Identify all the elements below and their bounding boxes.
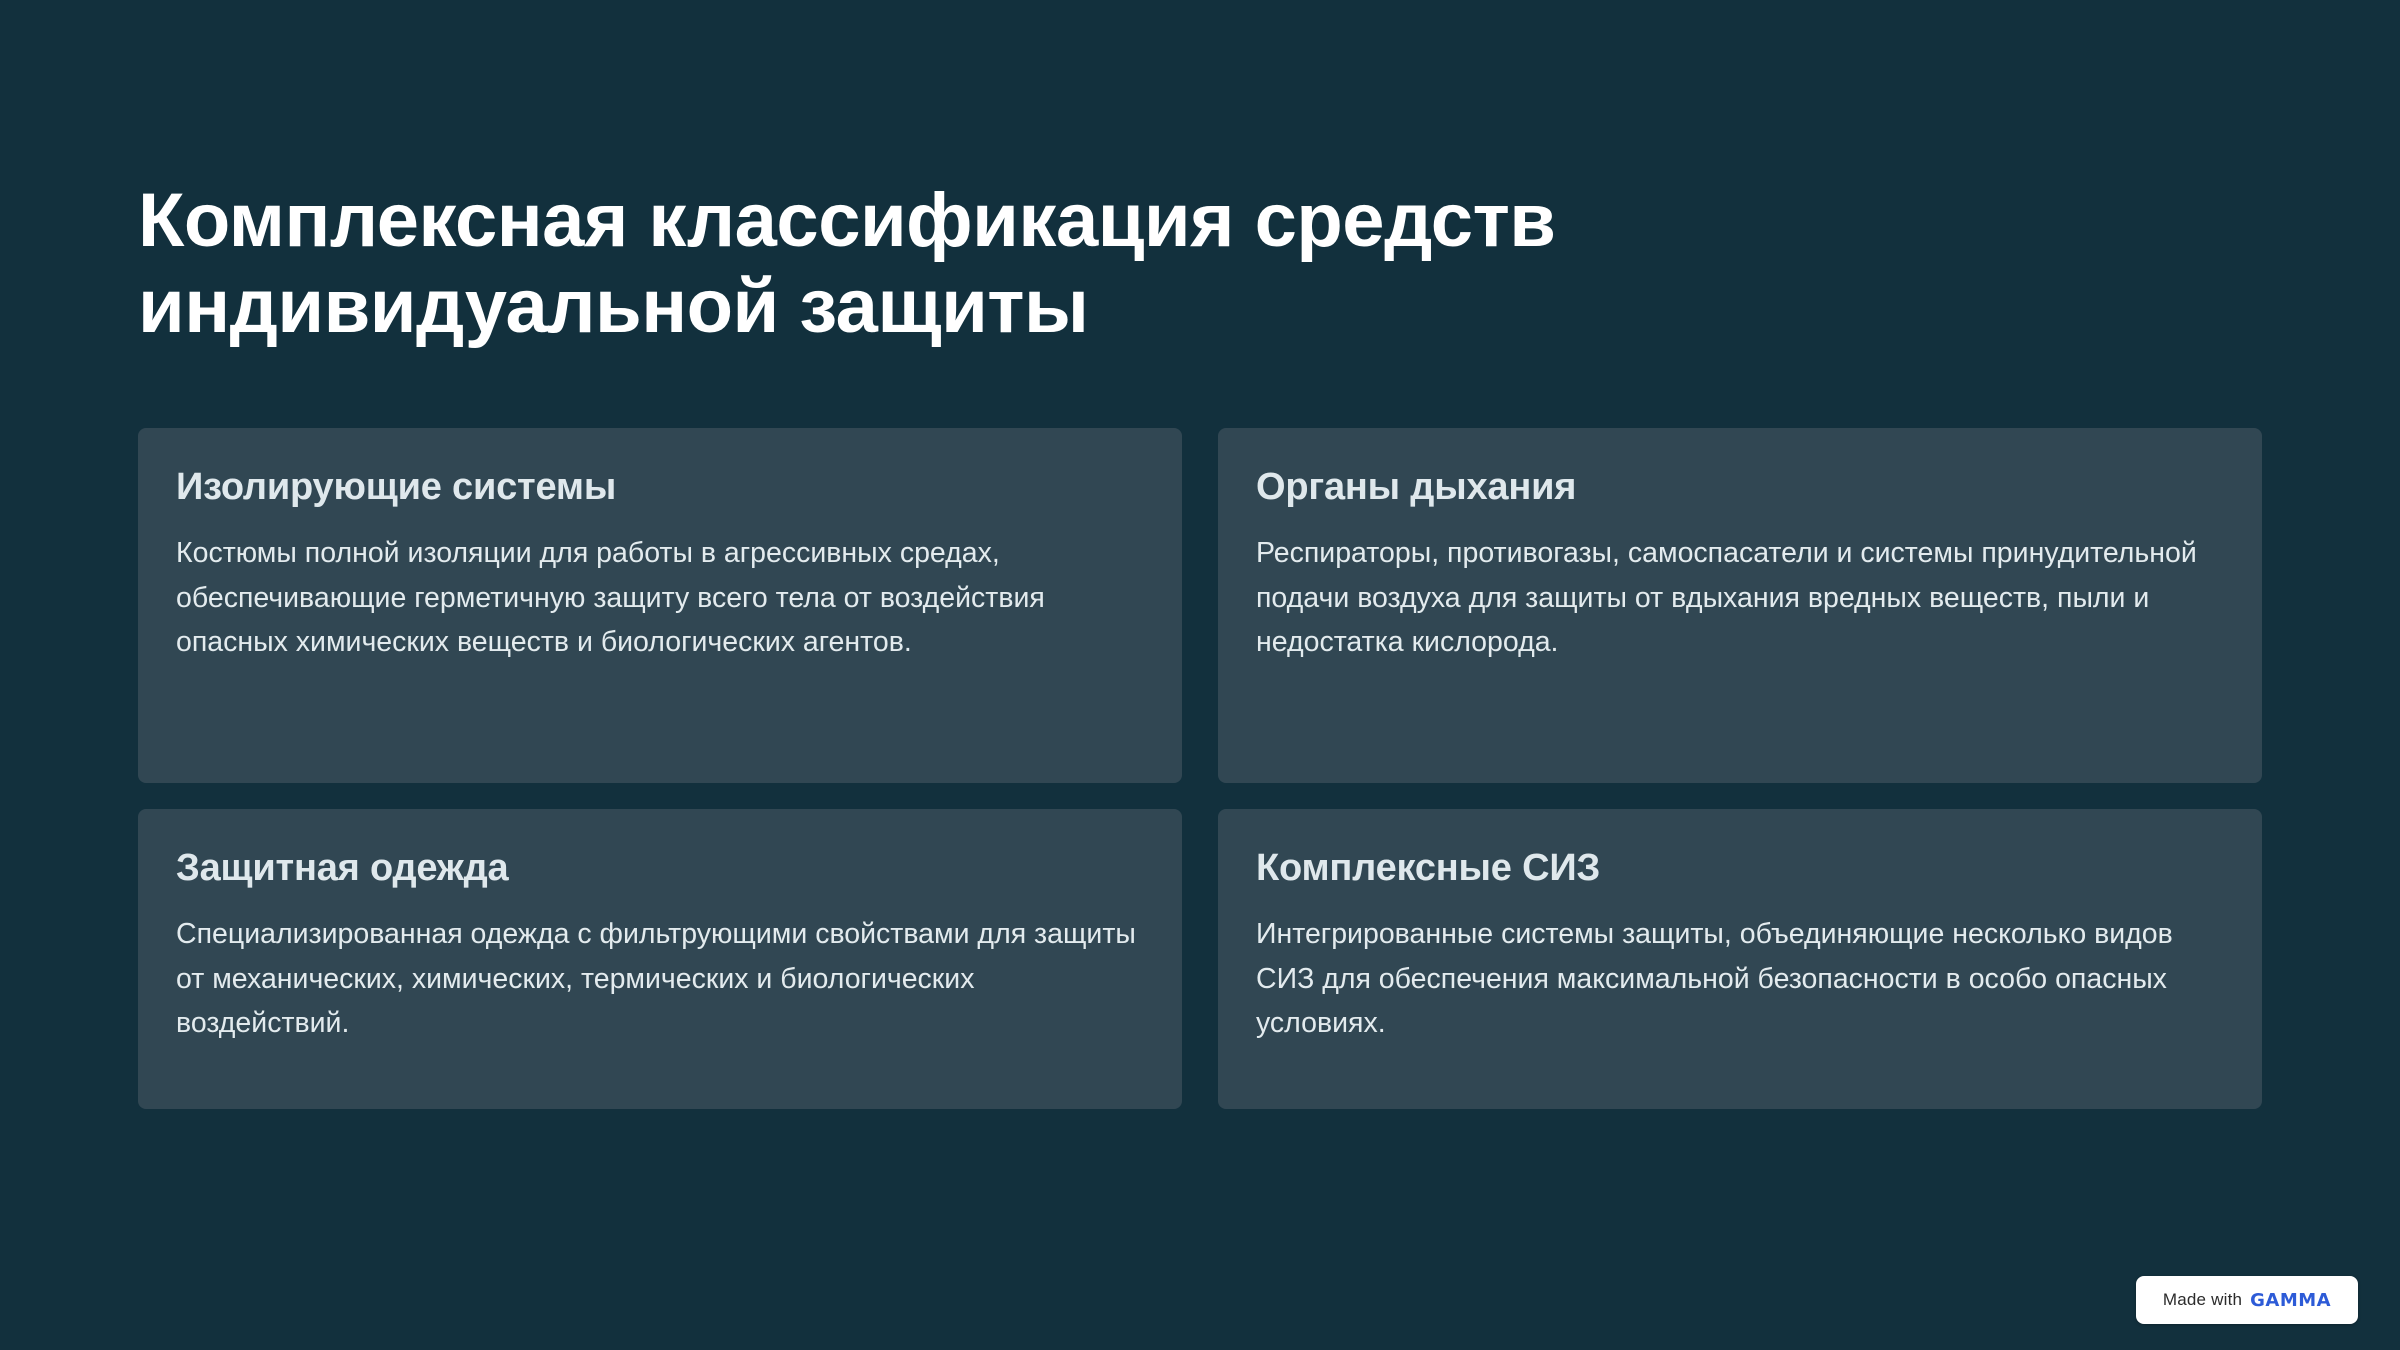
page-title: Комплексная классификация средств индивидуальной защиты — [138, 178, 1556, 349]
card-title: Защитная одежда — [176, 846, 509, 889]
made-with-gamma-badge[interactable] — [2136, 1276, 2358, 1324]
badge-prefix-label: Made with — [2162, 1290, 2243, 1309]
card-title: Изолирующие системы — [176, 465, 617, 508]
card-respiratory-organs — [1218, 428, 2262, 783]
card-body: Специализированная одежда с фильтрующими свойствами для защиты от механических, химических, термических и биологических воздействий. — [176, 918, 1136, 1040]
card-title: Комплексные СИЗ — [1256, 846, 1601, 889]
card-complex-ppe — [1218, 809, 2262, 1109]
card-title: Органы дыхания — [1256, 465, 1577, 508]
card-protective-clothing — [138, 809, 1182, 1109]
card-body: Респираторы, противогазы, самоспасатели и системы принудительной подачи воздуха для защиты от вдыхания вредных веществ, пыли и недостатка кислорода. — [1256, 537, 2197, 659]
card-isolating-systems — [138, 428, 1182, 783]
card-body: Костюмы полной изоляции для работы в агрессивных средах, обеспечивающие герметичную защиту всего тела от воздействия опасных химических веществ и биологических агентов. — [176, 537, 1045, 659]
cards-grid — [138, 428, 2262, 1109]
gamma-logo: GAMMA — [2250, 1289, 2332, 1311]
card-body: Интегрированные системы защиты, объединяющие несколько видов СИЗ для обеспечения максимальной безопасности в особо опасных условиях. — [1256, 918, 2173, 1040]
